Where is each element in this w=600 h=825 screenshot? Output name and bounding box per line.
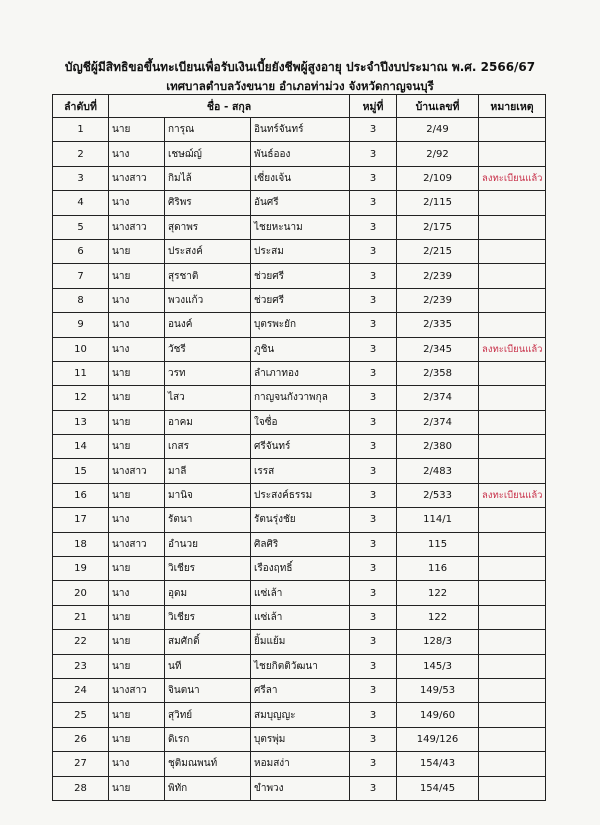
row-moo: 3: [350, 337, 397, 361]
row-prefix: นาง: [109, 581, 165, 605]
row-number: 26: [53, 727, 109, 751]
header-moo: หมู่ที่: [350, 95, 397, 118]
row-prefix: นาย: [109, 118, 165, 142]
row-prefix: นาย: [109, 435, 165, 459]
row-house-number: 2/374: [397, 386, 479, 410]
row-first-name: ไสว: [165, 386, 251, 410]
header-name: ชื่อ - สกุล: [109, 95, 350, 118]
document-title: บัญชีผู้มีสิทธิขอขึ้นทะเบียนเพื่อรับเงินเบี้ยยังชีพผู้สูงอายุ ประจำปีงบประมาณ พ.ศ. 2566/67: [64, 60, 536, 74]
row-number: 14: [53, 435, 109, 459]
row-first-name: วิเชียร: [165, 605, 251, 629]
row-last-name: ใจซื่อ: [251, 410, 350, 434]
row-moo: 3: [350, 142, 397, 166]
table-row: [53, 215, 546, 239]
row-remark: ลงทะเบียนแล้ว: [479, 337, 546, 361]
row-number: 10: [53, 337, 109, 361]
row-prefix: นางสาว: [109, 459, 165, 483]
row-remark: [479, 239, 546, 263]
row-house-number: 2/109: [397, 166, 479, 190]
row-remark: [479, 191, 546, 215]
row-last-name: ไชยกิตติวัฒนา: [251, 654, 350, 678]
row-last-name: เรืองฤทธิ์: [251, 557, 350, 581]
table-row: [53, 288, 546, 312]
row-house-number: 2/374: [397, 410, 479, 434]
row-prefix: นาย: [109, 703, 165, 727]
table-row: [53, 703, 546, 727]
row-last-name: ประสม: [251, 239, 350, 263]
row-last-name: ช่วยศรี: [251, 264, 350, 288]
row-number: 28: [53, 776, 109, 800]
row-moo: 3: [350, 410, 397, 434]
row-first-name: พิทัก: [165, 776, 251, 800]
row-last-name: บุตรพุ่ม: [251, 727, 350, 751]
row-house-number: 2/483: [397, 459, 479, 483]
row-prefix: นางสาว: [109, 215, 165, 239]
row-last-name: ศรีลา: [251, 678, 350, 702]
row-first-name: อุดม: [165, 581, 251, 605]
row-first-name: สุดาพร: [165, 215, 251, 239]
row-last-name: แซ่เล้า: [251, 581, 350, 605]
row-remark: [479, 557, 546, 581]
row-number: 6: [53, 239, 109, 263]
row-moo: 3: [350, 191, 397, 215]
row-number: 11: [53, 361, 109, 385]
row-prefix: นาง: [109, 142, 165, 166]
row-remark: [479, 288, 546, 312]
row-remark: [479, 386, 546, 410]
row-house-number: 154/43: [397, 752, 479, 776]
row-number: 9: [53, 313, 109, 337]
row-last-name: ลำเภาทอง: [251, 361, 350, 385]
row-first-name: การุณ: [165, 118, 251, 142]
row-remark: [479, 313, 546, 337]
table-row: [53, 410, 546, 434]
row-moo: 3: [350, 288, 397, 312]
row-moo: 3: [350, 386, 397, 410]
row-prefix: นาย: [109, 410, 165, 434]
row-remark: [479, 752, 546, 776]
row-last-name: อันศรี: [251, 191, 350, 215]
row-remark: [479, 630, 546, 654]
table-row: [53, 776, 546, 800]
row-first-name: เกสร: [165, 435, 251, 459]
row-number: 16: [53, 483, 109, 507]
row-first-name: รัตนา: [165, 508, 251, 532]
row-house-number: 2/533: [397, 483, 479, 507]
row-house-number: 116: [397, 557, 479, 581]
row-house-number: 2/380: [397, 435, 479, 459]
row-last-name: ไชยหะนาม: [251, 215, 350, 239]
row-moo: 3: [350, 581, 397, 605]
row-moo: 3: [350, 703, 397, 727]
table-row: [53, 630, 546, 654]
row-prefix: นาย: [109, 727, 165, 751]
row-prefix: นาง: [109, 508, 165, 532]
row-number: 22: [53, 630, 109, 654]
row-number: 12: [53, 386, 109, 410]
row-number: 17: [53, 508, 109, 532]
table-row: [53, 239, 546, 263]
row-moo: 3: [350, 239, 397, 263]
row-last-name: ยิ้มแย้ม: [251, 630, 350, 654]
row-prefix: นาง: [109, 313, 165, 337]
document-subtitle: เทศบาลตำบลวังขนาย อำเภอท่าม่วง จังหวัดกาญจนบุรี: [166, 79, 434, 93]
row-first-name: วัชรี: [165, 337, 251, 361]
table-row: [53, 361, 546, 385]
row-number: 3: [53, 166, 109, 190]
row-first-name: สมศักดิ์: [165, 630, 251, 654]
table-header-row: [53, 95, 546, 118]
row-house-number: 2/335: [397, 313, 479, 337]
row-first-name: ประสงค์: [165, 239, 251, 263]
row-remark: [479, 142, 546, 166]
table-row: [53, 727, 546, 751]
row-house-number: 2/175: [397, 215, 479, 239]
row-moo: 3: [350, 727, 397, 751]
row-moo: 3: [350, 630, 397, 654]
row-number: 2: [53, 142, 109, 166]
row-number: 25: [53, 703, 109, 727]
row-prefix: นาง: [109, 288, 165, 312]
row-moo: 3: [350, 557, 397, 581]
row-moo: 3: [350, 313, 397, 337]
row-moo: 3: [350, 532, 397, 556]
row-house-number: 128/3: [397, 630, 479, 654]
row-first-name: วิเชียร: [165, 557, 251, 581]
row-first-name: เชษฌ์ญ์: [165, 142, 251, 166]
header-no: ลำดับที่: [53, 95, 109, 118]
header-remark: หมายเหตุ: [479, 95, 546, 118]
row-last-name: เซี่ยงเจ้น: [251, 166, 350, 190]
row-prefix: นาง: [109, 191, 165, 215]
table-row: [53, 654, 546, 678]
row-prefix: นาย: [109, 630, 165, 654]
row-number: 5: [53, 215, 109, 239]
row-last-name: เรรส: [251, 459, 350, 483]
row-house-number: 114/1: [397, 508, 479, 532]
row-remark: [479, 532, 546, 556]
row-house-number: 2/215: [397, 239, 479, 263]
table-row: [53, 166, 546, 190]
row-moo: 3: [350, 508, 397, 532]
table-row: [53, 313, 546, 337]
row-prefix: นาย: [109, 264, 165, 288]
row-moo: 3: [350, 459, 397, 483]
row-house-number: 2/92: [397, 142, 479, 166]
row-moo: 3: [350, 605, 397, 629]
row-house-number: 154/45: [397, 776, 479, 800]
row-moo: 3: [350, 435, 397, 459]
row-last-name: อินทร์จันทร์: [251, 118, 350, 142]
row-first-name: มาลี: [165, 459, 251, 483]
row-last-name: หอมสง่า: [251, 752, 350, 776]
row-last-name: ช่วยศรี: [251, 288, 350, 312]
table-row: [53, 264, 546, 288]
row-prefix: นาย: [109, 605, 165, 629]
row-moo: 3: [350, 166, 397, 190]
row-last-name: กาญจนกังวาพกุล: [251, 386, 350, 410]
row-first-name: สุวิทย์: [165, 703, 251, 727]
row-house-number: 2/49: [397, 118, 479, 142]
row-number: 27: [53, 752, 109, 776]
row-number: 20: [53, 581, 109, 605]
row-prefix: นาย: [109, 557, 165, 581]
table-row: [53, 483, 546, 507]
table-row: [53, 532, 546, 556]
row-moo: 3: [350, 654, 397, 678]
row-moo: 3: [350, 776, 397, 800]
row-remark: [479, 654, 546, 678]
row-last-name: ศิลศิริ: [251, 532, 350, 556]
row-house-number: 2/239: [397, 264, 479, 288]
row-number: 1: [53, 118, 109, 142]
row-remark: [479, 605, 546, 629]
row-prefix: นาย: [109, 361, 165, 385]
row-remark: [479, 264, 546, 288]
table-row: [53, 337, 546, 361]
row-remark: [479, 410, 546, 434]
row-remark: ลงทะเบียนแล้ว: [479, 483, 546, 507]
row-number: 4: [53, 191, 109, 215]
row-last-name: แซ่เล้า: [251, 605, 350, 629]
row-first-name: สุรชาติ: [165, 264, 251, 288]
row-remark: [479, 581, 546, 605]
row-prefix: นาย: [109, 386, 165, 410]
row-moo: 3: [350, 361, 397, 385]
row-last-name: ภูชิน: [251, 337, 350, 361]
row-prefix: นางสาว: [109, 678, 165, 702]
row-last-name: ประสงค์ธรรม: [251, 483, 350, 507]
row-first-name: ชุติมณพนท์: [165, 752, 251, 776]
table-row: [53, 118, 546, 142]
table-body: [53, 118, 546, 801]
row-moo: 3: [350, 215, 397, 239]
row-remark: [479, 459, 546, 483]
row-house-number: 122: [397, 581, 479, 605]
row-first-name: อาคม: [165, 410, 251, 434]
table-row: [53, 678, 546, 702]
row-first-name: นที: [165, 654, 251, 678]
table-row: [53, 142, 546, 166]
table-row: [53, 459, 546, 483]
row-prefix: นางสาว: [109, 532, 165, 556]
row-number: 23: [53, 654, 109, 678]
row-house-number: 115: [397, 532, 479, 556]
row-prefix: นาย: [109, 654, 165, 678]
row-last-name: รัตนรุ่งชัย: [251, 508, 350, 532]
row-prefix: นาง: [109, 752, 165, 776]
row-first-name: ศิริพร: [165, 191, 251, 215]
row-number: 8: [53, 288, 109, 312]
row-last-name: ศรีจันทร์: [251, 435, 350, 459]
row-number: 7: [53, 264, 109, 288]
row-remark: [479, 118, 546, 142]
row-first-name: วรท: [165, 361, 251, 385]
table-row: [53, 435, 546, 459]
row-number: 15: [53, 459, 109, 483]
row-first-name: จินตนา: [165, 678, 251, 702]
row-number: 18: [53, 532, 109, 556]
row-house-number: 2/239: [397, 288, 479, 312]
row-house-number: 145/3: [397, 654, 479, 678]
row-remark: ลงทะเบียนแล้ว: [479, 166, 546, 190]
row-number: 24: [53, 678, 109, 702]
row-house-number: 149/126: [397, 727, 479, 751]
row-remark: [479, 727, 546, 751]
row-first-name: อำนวย: [165, 532, 251, 556]
row-moo: 3: [350, 483, 397, 507]
row-first-name: พวงแก้ว: [165, 288, 251, 312]
row-house-number: 149/53: [397, 678, 479, 702]
row-number: 21: [53, 605, 109, 629]
row-prefix: นางสาว: [109, 166, 165, 190]
row-house-number: 149/60: [397, 703, 479, 727]
beneficiary-table: [52, 94, 546, 801]
header-house: บ้านเลขที่: [397, 95, 479, 118]
row-moo: 3: [350, 752, 397, 776]
row-prefix: นาย: [109, 239, 165, 263]
row-prefix: นาย: [109, 776, 165, 800]
row-last-name: ขำพวง: [251, 776, 350, 800]
table-row: [53, 557, 546, 581]
table-row: [53, 386, 546, 410]
row-last-name: บุตรพะยัก: [251, 313, 350, 337]
row-prefix: นาย: [109, 483, 165, 507]
row-remark: [479, 215, 546, 239]
row-first-name: อนงค์: [165, 313, 251, 337]
row-house-number: 2/358: [397, 361, 479, 385]
row-number: 13: [53, 410, 109, 434]
row-last-name: สมบุญญะ: [251, 703, 350, 727]
row-remark: [479, 776, 546, 800]
row-moo: 3: [350, 678, 397, 702]
row-house-number: 2/115: [397, 191, 479, 215]
row-last-name: พันธ์ออง: [251, 142, 350, 166]
table-row: [53, 752, 546, 776]
table-row: [53, 508, 546, 532]
row-remark: [479, 435, 546, 459]
row-moo: 3: [350, 118, 397, 142]
row-prefix: นาง: [109, 337, 165, 361]
row-number: 19: [53, 557, 109, 581]
table-row: [53, 191, 546, 215]
row-house-number: 2/345: [397, 337, 479, 361]
row-remark: [479, 678, 546, 702]
row-first-name: กิมไล้: [165, 166, 251, 190]
table-row: [53, 605, 546, 629]
row-remark: [479, 703, 546, 727]
row-first-name: มานิจ: [165, 483, 251, 507]
row-remark: [479, 508, 546, 532]
row-house-number: 122: [397, 605, 479, 629]
row-first-name: ดิเรก: [165, 727, 251, 751]
table-row: [53, 581, 546, 605]
row-moo: 3: [350, 264, 397, 288]
row-remark: [479, 361, 546, 385]
